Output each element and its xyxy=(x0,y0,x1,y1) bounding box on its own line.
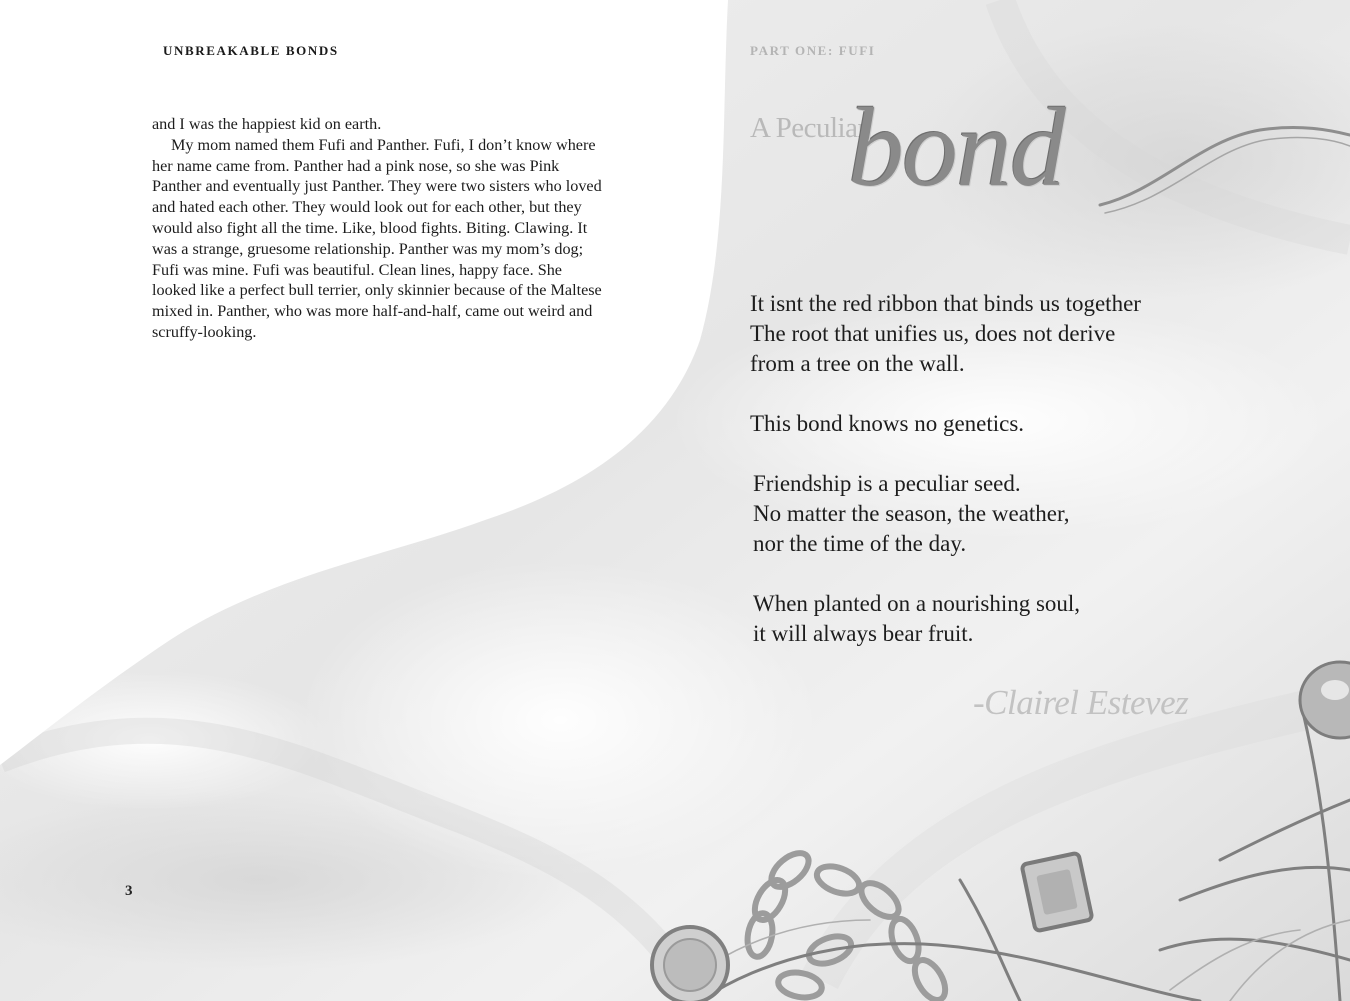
poem-line: The root that unifies us, does not derive xyxy=(750,321,1116,346)
poem-line: No matter the season, the weather, xyxy=(753,501,1070,526)
poem-line: from a tree on the wall. xyxy=(750,351,965,376)
poem-line: it will always bear fruit. xyxy=(753,621,974,646)
left-page-body-text xyxy=(152,114,602,343)
poem-title-prefix: A Peculiar xyxy=(750,112,867,144)
poem-line: It isnt the red ribbon that binds us together xyxy=(750,291,1141,316)
page-number: 3 xyxy=(125,883,133,899)
poem xyxy=(750,289,1141,679)
poem-stanza xyxy=(750,409,1141,439)
poem-stanza xyxy=(750,289,1141,379)
running-header-chapter: PART ONE: FUFI xyxy=(750,43,876,58)
poem-author: -Clairel Estevez xyxy=(973,683,1189,722)
poem-title-word: bond xyxy=(848,86,1064,210)
poem-line: This bond knows no genetics. xyxy=(750,411,1025,436)
paragraph: and I was the happiest kid on earth. xyxy=(152,115,382,133)
poem-stanza xyxy=(753,469,1141,559)
poem-line: When planted on a nourishing soul, xyxy=(753,591,1081,616)
paragraph: My mom named them Fufi and Panther. Fufi, I don’t know where her name came from. Panther had a pink nose, so she was Pink Panther and eventually just Panther. They were two sisters who loved and hated each other. They would look out for each other, but they would also fight all the time. Like, blood fights. Biting. Clawing. It was a strange, gruesome relationship. Panther was my mom’s dog; Fufi was mine. Fufi was beautiful. Clean lines, happy face. She looked like a perfect bull terrier, only skinnier because of the Maltese mixed in. Panther, who was more half-and-half, came out weird and scruffy-looking. xyxy=(152,135,602,341)
poem-stanza xyxy=(753,589,1141,649)
poem-line: Friendship is a peculiar seed. xyxy=(753,471,1021,496)
running-header-book-title: UNBREAKABLE BONDS xyxy=(163,43,339,58)
poem-line: nor the time of the day. xyxy=(753,531,967,556)
